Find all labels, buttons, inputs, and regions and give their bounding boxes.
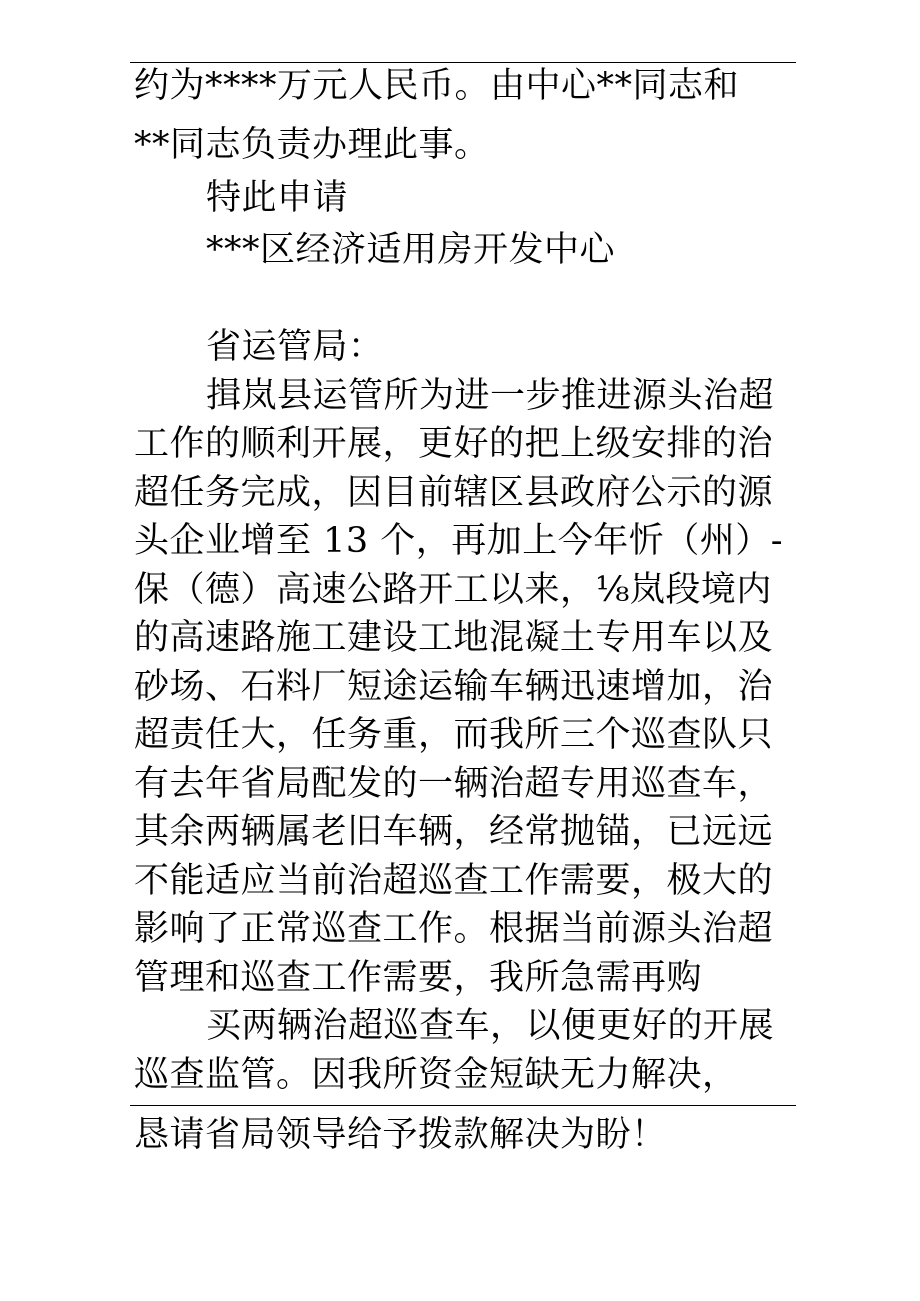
body-text-line: 砂场、石料厂短途运输车辆迅速增加，治 (134, 667, 774, 707)
body-text-line: 超责任大，任务重，而我所三个巡查队只 (134, 715, 774, 755)
body-text-line: 影响了正常巡查工作。根据当前源头治超 (134, 909, 774, 949)
closing-phrase: 特此申请 (206, 178, 349, 218)
body-text-line: 的高速路施工建设工地混凝土专用车以及 (134, 618, 774, 658)
body-text-line: 工作的顺利开展，更好的把上级安排的治 (134, 424, 774, 464)
body-text-line: 揖岚县运管所为进一步推进源头治超 (206, 376, 775, 416)
signature-organization: ***区经济适用房开发中心 (206, 230, 616, 270)
body-text-line: 约为****万元人民币。由中心**同志和 (134, 66, 740, 106)
body-text-line: 巡查监管。因我所资金短缺无力解决， (134, 1055, 738, 1095)
body-text-line: 超任务完成，因目前辖区县政府公示的源 (134, 473, 774, 513)
body-text-line: 恳请省局领导给予拨款解决为盼！ (134, 1115, 667, 1155)
body-text-line: 其余两辆属老旧车辆，经常抛锚，已远远 (134, 812, 774, 852)
body-text-line: 管理和巡查工作需要，我所急需再购 (134, 958, 703, 998)
body-text-line: 头企业增至 13 个，再加上今年忻（州）- (134, 521, 784, 561)
body-text-line: 保（德）高速公路开工以来，⅛岚段境内 (134, 570, 772, 610)
salutation: 省运管局： (206, 327, 384, 367)
page-break-rule (130, 1105, 796, 1106)
body-text-line: **同志负责办理此事。 (134, 125, 490, 165)
body-text-line: 不能适应当前治超巡查工作需要，极大的 (134, 861, 774, 901)
page-top-rule (130, 62, 796, 63)
body-text-line: 有去年省局配发的一辆治超专用巡查车， (134, 764, 774, 804)
body-text-line: 买两辆治超巡查车，以便更好的开展 (206, 1006, 775, 1046)
